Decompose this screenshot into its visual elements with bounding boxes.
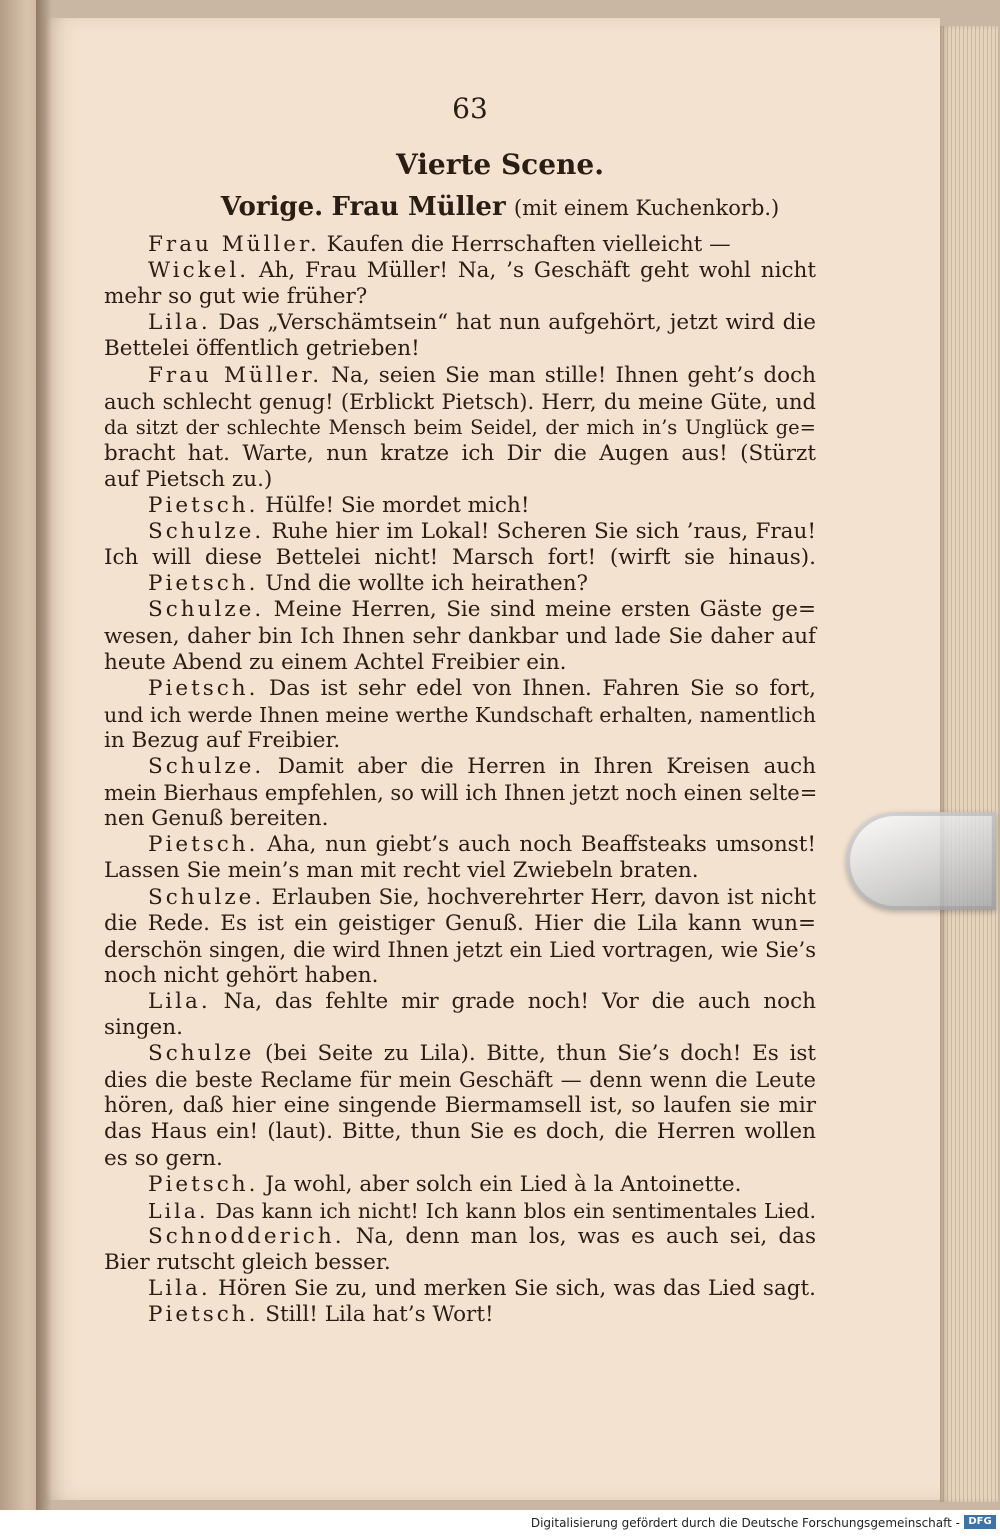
text-line xyxy=(104,1093,816,1119)
text-line xyxy=(104,702,816,728)
speaker-name: Pietsch. xyxy=(148,675,259,701)
line-text: auch schlecht genug! (Erblickt Pietsch). Herr, du meine Güte, und xyxy=(104,389,816,414)
speaker-name: Frau Müller. xyxy=(148,232,320,257)
line-text: (bei Seite zu Lila). Bitte, thun Sie’s doch! Es ist xyxy=(254,1041,816,1067)
text-line xyxy=(148,258,816,284)
cast-line xyxy=(0,192,1000,222)
speaker-name: Lila. xyxy=(148,1198,209,1223)
line-text: Aha, nun giebt’s auch noch Beaffsteaks umsonst! xyxy=(258,832,816,858)
speaker-name: Schnodderich. xyxy=(148,1223,345,1249)
cast-direction: (mit einem Kuchenkorb.) xyxy=(513,196,780,220)
text-line xyxy=(104,858,816,884)
line-text: Damit aber die Herren in Ihren Kreisen auch xyxy=(264,754,816,779)
line-text: mein Bierhaus empfehlen, so will ich Ihnen jetzt noch einen selte= xyxy=(104,781,818,806)
text-line xyxy=(104,728,816,754)
text-line xyxy=(148,885,816,911)
line-text: Ruhe hier im Lokal! Scheren Sie sich ’raus, Frau! xyxy=(264,519,816,545)
line-text: heute Abend zu einem Achtel Freibier ein. xyxy=(104,649,567,675)
text-line xyxy=(148,310,816,336)
line-text: Erlauben Sie, hochverehrter Herr, davon ist nicht xyxy=(264,884,816,910)
speaker-name: Schulze. xyxy=(148,884,265,910)
line-text: noch nicht gehört haben. xyxy=(104,962,379,988)
speaker-name: Pietsch. xyxy=(148,1171,259,1197)
text-line xyxy=(104,336,816,362)
line-text: da sitzt der schlechte Mensch beim Seidel, der mich in’s Unglück ge= xyxy=(104,415,816,439)
line-text: singen. xyxy=(104,1015,183,1040)
line-text: Das ist sehr edel von Ihnen. Fahren Sie so fort, xyxy=(258,675,816,701)
line-text: mehr so gut wie früher? xyxy=(104,284,368,310)
speaker-name: Pietsch. xyxy=(148,1302,259,1328)
line-text: Kaufen die Herrschaften vielleicht — xyxy=(319,232,731,257)
speaker-name: Pietsch. xyxy=(148,571,259,597)
text-line xyxy=(148,754,816,780)
text-line xyxy=(104,1067,816,1093)
page-clip xyxy=(846,812,996,910)
text-line xyxy=(148,571,816,597)
speaker-name: Schulze. xyxy=(148,754,265,779)
line-text: Hülfe! Sie mordet mich! xyxy=(258,493,530,518)
footer-text: Digitalisierung gefördert durch die Deutsche Forschungsgemeinschaft - xyxy=(530,1516,960,1530)
speaker-name: Lila. xyxy=(148,988,211,1014)
line-text: Und die wollte ich heirathen? xyxy=(258,571,589,597)
text-line xyxy=(148,1224,816,1250)
line-text: Bier rutscht gleich besser. xyxy=(104,1249,391,1275)
text-line xyxy=(148,1041,816,1067)
speaker-name: Lila. xyxy=(148,1276,211,1301)
text-line xyxy=(104,780,816,806)
text-line xyxy=(148,363,816,389)
line-text: Lassen Sie mein’s man mit recht viel Zwiebeln braten. xyxy=(104,858,699,884)
line-text: wesen, daher bin Ich Ihnen sehr dankbar und lade Sie daher auf xyxy=(104,623,816,649)
speaker-name: Wickel. xyxy=(148,258,250,284)
speaker-name: Lila. xyxy=(148,310,211,336)
line-text: Das kann ich nicht! Ich kann blos ein sentimentales Lied. xyxy=(208,1198,816,1223)
line-text: Das „Verschämtsein“ hat nun aufgehört, jetzt wird die xyxy=(210,310,816,336)
line-text: Hören Sie zu, und merken Sie sich, was das Lied sagt. xyxy=(210,1276,816,1301)
line-text: bracht hat. Warte, nun kratze ich Dir die Augen aus! (Stürzt xyxy=(104,440,816,466)
text-line xyxy=(104,911,816,937)
text-line xyxy=(148,989,816,1015)
line-text: Bettelei öffentlich getrieben! xyxy=(104,336,420,362)
line-text: nen Genuß bereiten. xyxy=(104,806,329,832)
line-text: Na, denn man los, was es auch sei, das xyxy=(344,1223,816,1249)
text-line xyxy=(104,650,816,676)
speaker-name: Frau Müller. xyxy=(148,362,323,388)
line-text: Na, seien Sie man stille! Ihnen geht’s doch xyxy=(322,362,816,388)
text-line xyxy=(104,937,816,963)
line-text: die Rede. Es ist ein geistiger Genuß. Hier die Lila kann wun= xyxy=(104,910,816,936)
line-text: das Haus ein! (laut). Bitte, thun Sie es doch, die Herren wollen xyxy=(104,1119,816,1145)
line-text: Ich will diese Bettelei nicht! Marsch fort! (wirft sie hinaus). xyxy=(104,545,816,571)
line-text: Still! Lila hat’s Wort! xyxy=(258,1302,494,1328)
text-line xyxy=(104,1119,816,1145)
text-line xyxy=(148,1172,816,1198)
text-line xyxy=(104,284,816,310)
text-line xyxy=(148,232,816,258)
text-line xyxy=(148,1302,816,1328)
text-line xyxy=(104,1015,816,1041)
speaker-name: Schulze. xyxy=(148,597,265,623)
text-line xyxy=(104,1250,816,1276)
cast-prefix: Vorige. xyxy=(220,192,324,222)
line-text: hören, daß hier eine singende Biermamsell ist, so laufen sie mir xyxy=(104,1093,816,1119)
text-line xyxy=(104,545,816,571)
line-text: in Bezug auf Freibier. xyxy=(104,727,341,753)
line-text: Ja wohl, aber solch ein Lied à la Antoinette. xyxy=(258,1171,742,1197)
text-line xyxy=(148,1276,816,1302)
text-line xyxy=(148,832,816,858)
text-line xyxy=(104,441,816,467)
dfg-logo: DFG xyxy=(964,1515,996,1529)
text-line xyxy=(104,806,816,832)
scene-title: Vierte Scene. xyxy=(396,148,604,181)
text-line xyxy=(104,963,816,989)
line-text: auf Pietsch zu.) xyxy=(104,466,273,492)
text-line xyxy=(104,1146,816,1172)
spine-shadow xyxy=(36,0,52,1510)
line-text: und ich werde Ihnen meine werthe Kundschaft erhalten, namentlich xyxy=(104,702,816,727)
line-text: es so gern. xyxy=(104,1145,223,1171)
text-line xyxy=(104,389,816,415)
speaker-name: Schulze xyxy=(148,1041,255,1067)
text-line xyxy=(148,519,816,545)
text-line xyxy=(148,493,816,519)
page-number: 63 xyxy=(452,92,488,125)
line-text: derschön singen, die wird Ihnen jetzt ein Lied vortragen, wie Sie’s xyxy=(104,937,816,962)
text-line xyxy=(104,415,816,441)
text-line xyxy=(148,597,816,623)
line-text: Meine Herren, Sie sind meine ersten Gäste ge= xyxy=(264,597,816,623)
line-text: Na, das fehlte mir grade noch! Vor die auch noch xyxy=(210,988,816,1014)
cast-name: Frau Müller xyxy=(331,192,506,222)
text-line xyxy=(104,467,816,493)
line-text: Ah, Frau Müller! Na, ’s Geschäft geht wohl nicht xyxy=(249,258,816,284)
speaker-name: Pietsch. xyxy=(148,832,259,858)
text-line xyxy=(148,676,816,702)
speaker-name: Schulze. xyxy=(148,519,265,545)
text-line xyxy=(148,1198,816,1224)
text-line xyxy=(104,624,816,650)
line-text: dies die beste Reclame für mein Geschäft — denn wenn die Leute xyxy=(104,1068,816,1093)
page-edges xyxy=(940,26,998,1502)
speaker-name: Pietsch. xyxy=(148,493,259,518)
